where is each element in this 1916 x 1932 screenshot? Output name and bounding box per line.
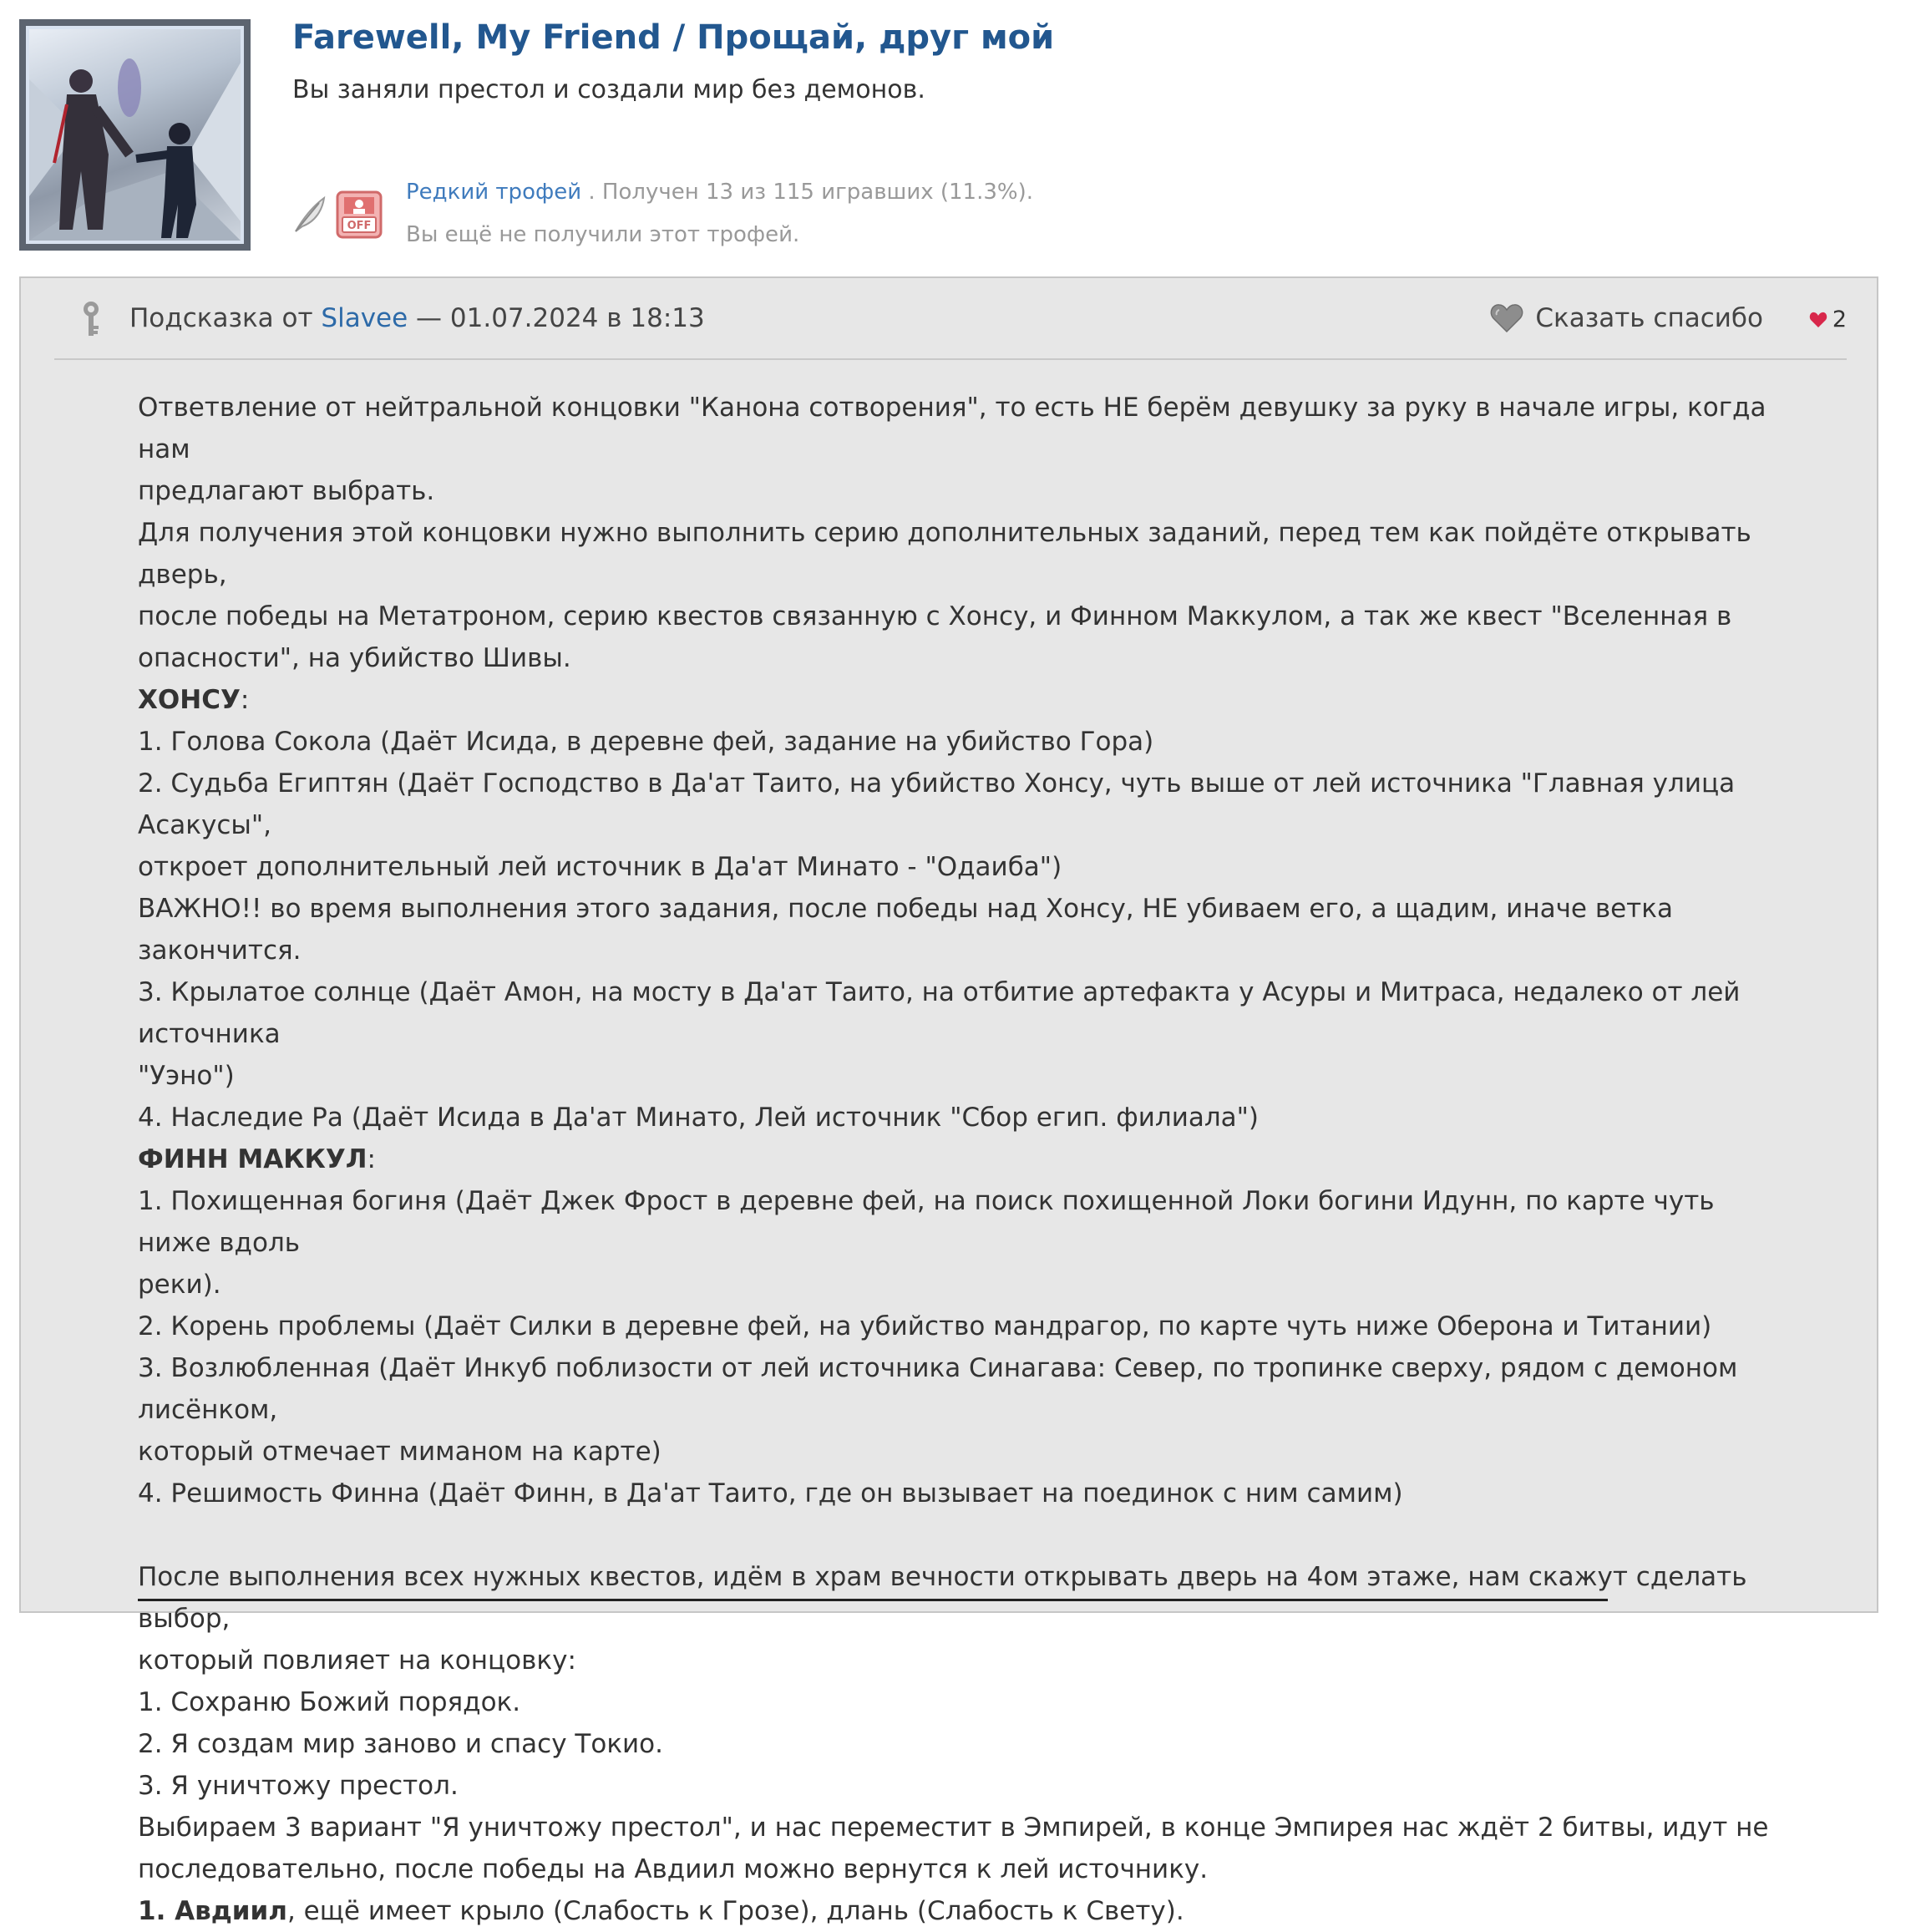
hint-box [19, 276, 1878, 1926]
section-heading-finn: ФИНН МАККУЛ: [138, 1144, 376, 1174]
section-heading-khonsu: ХОНСУ: [138, 685, 250, 715]
hint-prefix: Подсказка от [129, 303, 322, 333]
trophy-image [19, 19, 251, 251]
off-icon [336, 190, 383, 239]
hint-line: Ответвление от нейтральной концовки "Канона сотворения", то есть НЕ берём девушку за руку в начале игры, когда нам [138, 393, 1766, 464]
key-icon [79, 301, 103, 337]
hint-line: который повлияет на концовку: [138, 1645, 576, 1676]
svg-text:OFF: OFF [347, 220, 372, 232]
heart-icon [1809, 312, 1827, 328]
hint-date: — 01.07.2024 в 18:13 [408, 303, 705, 333]
heart-outline-icon [1490, 303, 1523, 333]
hint-line: 2. Судьба Египтян (Даёт Господство в Да'ат Таито, на убийство Хонсу, чуть выше от лей источника "Главная улица Асакусы", [138, 768, 1736, 840]
hint-line: 3. Я уничтожу престол. [138, 1771, 459, 1801]
hint-line: 2. Я создам мир заново и спасу Токио. [138, 1729, 664, 1759]
say-thanks-button[interactable] [1490, 303, 1763, 333]
hint-line: после победы на Метатроном, серию квестов связанную с Хонсу, и Финном Маккулом, а так же квест "Вселенная в [138, 601, 1732, 631]
hint-line: "Уэно") [138, 1061, 235, 1091]
heading-finn: ФИНН МАККУЛ [138, 1144, 367, 1174]
hint-line: 3. Возлюбленная (Даёт Инкуб поблизости от лей источника Синагава: Север, по тропинке сверху, рядом с демоном лисёнком, [138, 1353, 1738, 1425]
hint-line-boss: 1. Авдиил, ещё имеет крыло (Слабость к Грозе), длань (Слабость к Свету). [138, 1896, 1184, 1926]
hint-meta [129, 303, 705, 333]
likes-count: 2 [1832, 307, 1847, 332]
hint-line: реки). [138, 1270, 221, 1300]
hint-line: Для получения этой концовки нужно выполнить серию дополнительных заданий, перед тем как пойдёте открывать дверь, [138, 518, 1751, 590]
hint-line: Выбираем 3 вариант "Я уничтожу престол", и нас переместит в Эмпирей, в конце Эмпирея нас ждёт 2 битвы, идут не [138, 1813, 1769, 1843]
hint-line: После выполнения всех нужных квестов, идём в храм вечности открывать дверь на 4ом этаже, нам скажут сделать выбор, [138, 1562, 1747, 1634]
spacer [138, 1514, 1792, 1556]
hint-line: 1. Голова Сокола (Даёт Исида, в деревне фей, задание на убийство Гора) [138, 727, 1154, 757]
feather-icon [291, 195, 327, 235]
say-thanks-label: Сказать спасибо [1535, 303, 1763, 333]
hint-line: 4. Наследие Ра (Даёт Исида в Да'ат Минато, Лей источник "Сбор егип. филиала") [138, 1103, 1260, 1133]
trophy-art [26, 26, 244, 244]
hint-line: который отмечает миманом на карте) [138, 1437, 661, 1467]
hint-line: 1. Похищенная богиня (Даёт Джек Фрост в деревне фей, на поиск похищенной Локи богини Идунн, по карте чуть ниже вдоль [138, 1186, 1715, 1258]
hint-line: последовательно, после победы на Авдиил можно вернутся к лей источнику. [138, 1854, 1209, 1884]
hint-author-link[interactable]: Slavee [321, 303, 408, 333]
hint-line: ВАЖНО!! во время выполнения этого задания, после победы над Хонсу, НЕ убиваем его, а щадим, иначе ветка закончится. [138, 894, 1673, 966]
hint-line: предлагают выбрать. [138, 476, 435, 506]
hint-line: 4. Решимость Финна (Даёт Финн, в Да'ат Таито, где он вызывает на поединок с ним самим) [138, 1478, 1403, 1509]
trophy-title[interactable]: Farewell, My Friend / Прощай, друг мой [292, 18, 1055, 57]
boss-name: 1. Авдиил [138, 1896, 287, 1926]
trophy-rarity [406, 180, 1033, 205]
heading-khonsu: ХОНСУ [138, 685, 241, 715]
hint-line: 3. Крылатое солнце (Даёт Амон, на мосту в Да'ат Таито, на отбитие артефакта у Асуры и Митраса, недалеко от лей источника [138, 977, 1741, 1049]
likes-counter [1809, 307, 1847, 332]
hint-header [54, 278, 1847, 360]
hint-line: откроет дополнительный лей источник в Да'ат Минато - "Одаиба") [138, 852, 1062, 882]
hint-body [138, 387, 1792, 1932]
rarity-label[interactable]: Редкий трофей [406, 180, 582, 205]
hint-line: опасности", на убийство Шивы. [138, 643, 571, 673]
trophy-status: Вы ещё не получили этот трофей. [406, 222, 800, 247]
trophy-description: Вы заняли престол и создали мир без демонов. [292, 75, 925, 104]
rarity-stats: . Получен 13 из 115 игравших (11.3%). [581, 180, 1034, 205]
hint-line: 1. Сохраню Божий порядок. [138, 1687, 521, 1717]
hint-line: 2. Корень проблемы (Даёт Силки в деревне фей, на убийство мандрагор, по карте чуть ниже Оберона и Титании) [138, 1311, 1712, 1341]
